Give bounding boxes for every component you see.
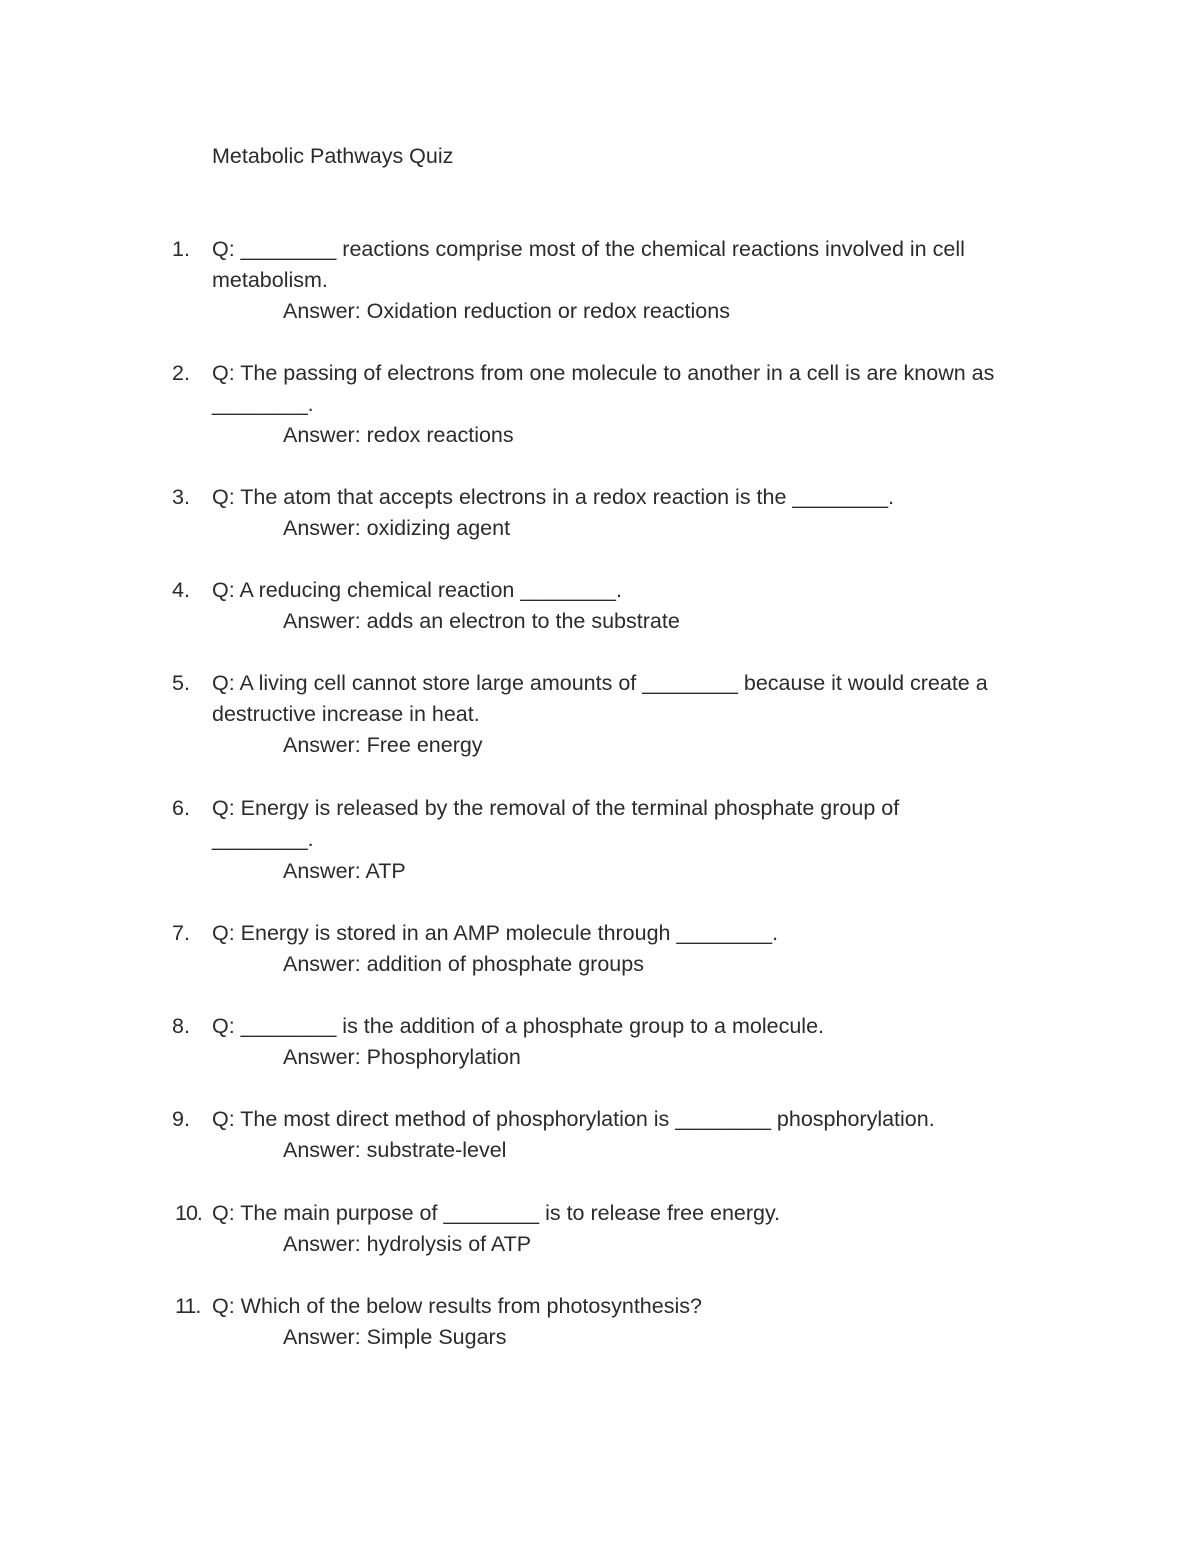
question-number: 11. [175,1294,201,1318]
answer-text: Answer: Simple Sugars [283,1325,507,1349]
question-number: 3. [172,485,190,509]
question-text: Q: ________ is the addition of a phosphate group to a molecule. [212,1014,824,1038]
question-text: Q: A reducing chemical reaction ________. [212,578,622,602]
question-text: Q: ________ reactions comprise most of the chemical reactions involved in cell metabolism. [212,237,965,292]
question-number: 1. [172,237,190,261]
question-number: 10. [175,1201,202,1225]
question-text: Q: A living cell cannot store large amounts of ________ because it would create a destructive increase in heat. [212,671,988,726]
question-text: Q: The most direct method of phosphorylation is ________ phosphorylation. [212,1107,935,1131]
answer-text: Answer: redox reactions [283,423,514,447]
question-text: Q: Which of the below results from photosynthesis? [212,1294,702,1318]
answer-text: Answer: hydrolysis of ATP [283,1232,532,1256]
question-text: Q: The passing of electrons from one molecule to another in a cell is are known as ________. [212,361,995,416]
question-number: 8. [172,1014,190,1038]
question-text: Q: The main purpose of ________ is to release free energy. [212,1201,781,1225]
question-number: 4. [172,578,190,602]
question-text: Q: Energy is released by the removal of the terminal phosphate group of ________. [212,796,900,851]
question-number: 9. [172,1107,190,1131]
document-title: Metabolic Pathways Quiz [212,144,454,168]
answer-text: Answer: ATP [283,859,406,883]
answer-text: Answer: Phosphorylation [283,1045,521,1069]
question-text: Q: The atom that accepts electrons in a redox reaction is the ________. [212,485,895,509]
question-text: Q: Energy is stored in an AMP molecule through ________. [212,921,779,945]
answer-text: Answer: Oxidation reduction or redox reactions [283,299,730,323]
question-number: 5. [172,671,190,695]
answer-text: Answer: adds an electron to the substrate [283,609,680,633]
answer-text: Answer: oxidizing agent [283,516,511,540]
answer-text: Answer: addition of phosphate groups [283,952,644,976]
answer-text: Answer: substrate-level [283,1138,507,1162]
question-number: 6. [172,796,190,820]
question-number: 7. [172,921,190,945]
answer-text: Answer: Free energy [283,733,483,757]
question-number: 2. [172,361,190,385]
